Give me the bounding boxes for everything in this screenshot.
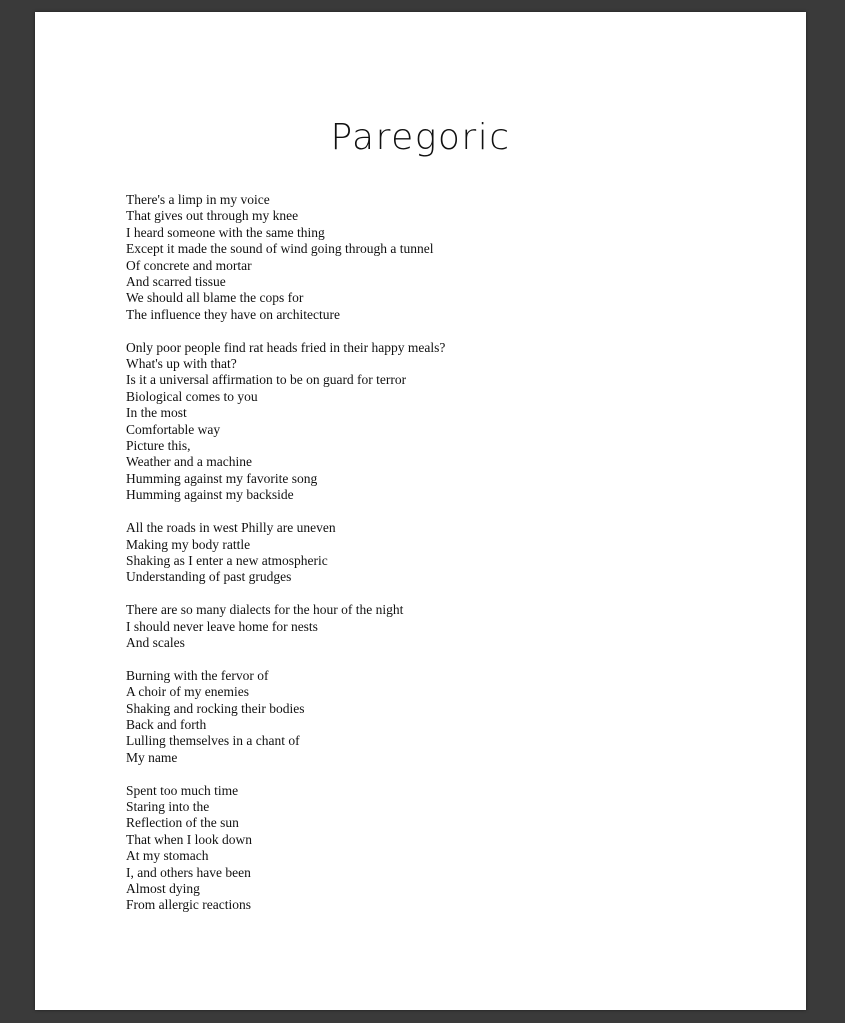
poem-line: Back and forth	[126, 716, 207, 732]
poem-line: There's a limp in my voice	[126, 192, 270, 207]
poem-line: Lulling themselves in a chant of	[126, 733, 300, 749]
poem-line: Humming against my favorite song	[126, 470, 318, 486]
poem-line: Of concrete and mortar	[126, 257, 252, 273]
poem-line: Shaking as I enter a new atmospheric	[126, 552, 328, 568]
poem-line: I, and others have been	[126, 864, 251, 880]
poem-line: Biological comes to you	[126, 388, 258, 404]
poem-line: That gives out through my knee	[126, 208, 299, 224]
poem-line: In the most	[126, 405, 187, 421]
poem-line: From allergic reactions	[126, 897, 251, 913]
poem-stanza	[126, 340, 766, 504]
poem-stanza	[126, 520, 766, 586]
poem-stanza	[126, 783, 766, 914]
poem-line: Picture this,	[126, 438, 191, 454]
poem-stanza	[126, 602, 766, 651]
poem-line: Spent too much time	[126, 782, 239, 798]
poem-line: Humming against my backside	[126, 487, 294, 503]
poem-line: Except it made the sound of wind going through a tunnel	[126, 241, 434, 257]
poem-line: Reflection of the sun	[126, 815, 239, 831]
poem-line: Weather and a machine	[126, 454, 252, 470]
poem-line: Burning with the fervor of	[126, 667, 269, 683]
poem-line: All the roads in west Philly are uneven	[126, 520, 336, 536]
poem-line: We should all blame the cops for	[126, 290, 304, 306]
poem-line: My name	[126, 749, 178, 765]
poem-line: Comfortable way	[126, 421, 221, 437]
poem-line: I should never leave home for nests	[126, 618, 318, 634]
poem-line: Is it a universal affirmation to be on guard for terror	[126, 372, 407, 388]
poem-line: And scales	[126, 634, 185, 650]
poem-stanza	[126, 192, 766, 323]
poem-line: Understanding of past grudges	[126, 569, 292, 585]
poem-line: A choir of my enemies	[126, 684, 249, 700]
poem-line: Shaking and rocking their bodies	[126, 700, 305, 716]
poem-line: There are so many dialects for the hour of the night	[126, 602, 404, 618]
poem-title: Paregoric	[330, 117, 511, 158]
poem-line: Almost dying	[126, 880, 200, 896]
poem-line: At my stomach	[126, 848, 209, 864]
poem-line: The influence they have on architecture	[126, 306, 341, 322]
poem-line: That when I look down	[126, 831, 252, 847]
document-page	[35, 12, 806, 1010]
poem-line: Only poor people find rat heads fried in their happy meals?	[126, 339, 446, 355]
poem-line: And scarred tissue	[126, 274, 226, 290]
poem-body	[126, 192, 766, 930]
poem-stanza	[126, 668, 766, 766]
poem-line: I heard someone with the same thing	[126, 224, 325, 240]
poem-line: Staring into the	[126, 798, 210, 814]
poem-line: Making my body rattle	[126, 536, 251, 552]
poem-line: What's up with that?	[126, 356, 237, 372]
